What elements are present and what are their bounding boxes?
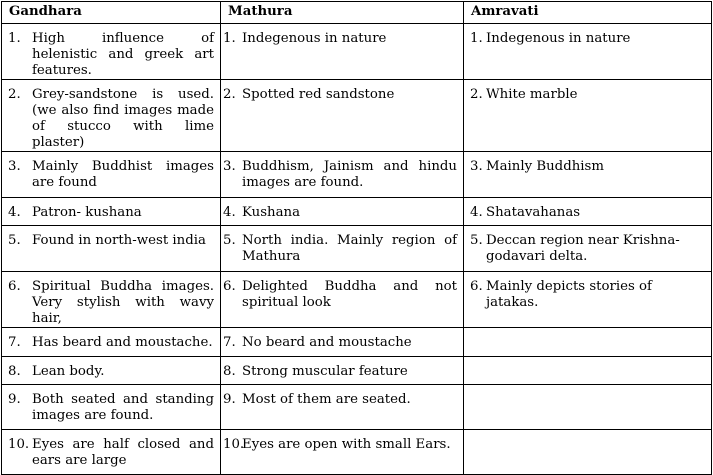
item-number: 1. xyxy=(470,31,483,46)
item-number: 3. xyxy=(470,159,483,174)
cell-text: White marble xyxy=(486,87,578,102)
table-row xyxy=(2,152,712,198)
art-schools-comparison-table xyxy=(1,1,712,475)
gandhara-cell xyxy=(2,430,221,475)
gandhara-cell xyxy=(2,152,221,198)
gandhara-cell xyxy=(2,328,221,357)
gandhara-cell xyxy=(2,226,221,272)
item-number: 5. xyxy=(470,233,483,248)
item-number: 1. xyxy=(8,31,21,46)
item-number: 6. xyxy=(470,279,483,294)
cell-text: High influence of helenistic and greek art features. xyxy=(32,31,214,78)
item-number: 2. xyxy=(223,87,236,102)
table-row xyxy=(2,80,712,152)
amravati-cell xyxy=(464,272,712,328)
item-number: 7. xyxy=(223,335,236,350)
item-number: 5. xyxy=(223,233,236,248)
amravati-cell xyxy=(464,24,712,80)
gandhara-cell xyxy=(2,272,221,328)
cell-text: Indegenous in nature xyxy=(486,31,631,46)
gandhara-cell xyxy=(2,357,221,385)
item-number: 3. xyxy=(223,159,236,174)
cell-text: Mainly Buddhist images are found xyxy=(32,159,214,190)
cell-text: Both seated and standing images are found. xyxy=(32,392,214,423)
item-number: 8. xyxy=(8,364,21,379)
cell-text: Strong muscular feature xyxy=(242,364,408,379)
gandhara-cell xyxy=(2,385,221,430)
cell-text: Found in north-west india xyxy=(32,233,206,248)
item-number: 2. xyxy=(470,87,483,102)
mathura-cell xyxy=(221,328,464,357)
item-number: 5. xyxy=(8,233,21,248)
item-number: 7. xyxy=(8,335,21,350)
amravati-cell xyxy=(464,152,712,198)
table-row xyxy=(2,24,712,80)
cell-text: Spiritual Buddha images. Very stylish with wavy hair, xyxy=(32,279,214,326)
mathura-cell xyxy=(221,226,464,272)
item-number: 10. xyxy=(223,437,245,452)
amravati-cell xyxy=(464,198,712,226)
item-number: 8. xyxy=(223,364,236,379)
cell-text: Most of them are seated. xyxy=(242,392,411,407)
item-number: 9. xyxy=(223,392,236,407)
cell-text: Eyes are open with small Ears. xyxy=(242,437,451,452)
amravati-cell xyxy=(464,226,712,272)
mathura-cell xyxy=(221,24,464,80)
gandhara-cell xyxy=(2,80,221,152)
item-number: 1. xyxy=(223,31,236,46)
cell-text: North india. Mainly region of Mathura xyxy=(242,233,457,264)
cell-text: Mainly depicts stories of jatakas. xyxy=(486,279,652,310)
table-row xyxy=(2,198,712,226)
amravati-cell xyxy=(464,385,712,430)
cell-text: Lean body. xyxy=(32,364,105,379)
item-number: 4. xyxy=(470,205,483,220)
cell-text: Kushana xyxy=(242,205,301,220)
cell-text: Shatavahanas xyxy=(486,205,581,220)
mathura-cell xyxy=(221,272,464,328)
column-header-amravati: Amravati xyxy=(464,2,712,24)
table-body xyxy=(2,24,712,475)
gandhara-cell xyxy=(2,198,221,226)
item-number: 4. xyxy=(223,205,236,220)
table-row xyxy=(2,272,712,328)
item-number: 6. xyxy=(8,279,21,294)
cell-text: Eyes are half closed and ears are large xyxy=(32,437,214,468)
cell-text: Spotted red sandstone xyxy=(242,87,395,102)
mathura-cell xyxy=(221,152,464,198)
table-row xyxy=(2,357,712,385)
cell-text: Deccan region near Krishna-godavari delta. xyxy=(486,233,680,264)
mathura-cell xyxy=(221,357,464,385)
mathura-cell xyxy=(221,430,464,475)
item-number: 2. xyxy=(8,87,21,102)
gandhara-cell xyxy=(2,24,221,80)
cell-text: Mainly Buddhism xyxy=(486,159,604,174)
amravati-cell xyxy=(464,357,712,385)
table-row xyxy=(2,226,712,272)
cell-text: No beard and moustache xyxy=(242,335,412,350)
item-number: 10. xyxy=(8,437,30,452)
mathura-cell xyxy=(221,80,464,152)
item-number: 6. xyxy=(223,279,236,294)
item-number: 9. xyxy=(8,392,21,407)
amravati-cell xyxy=(464,430,712,475)
table-row xyxy=(2,328,712,357)
cell-text: Indegenous in nature xyxy=(242,31,387,46)
table-row xyxy=(2,385,712,430)
amravati-cell xyxy=(464,80,712,152)
column-header-mathura: Mathura xyxy=(221,2,464,24)
item-number: 4. xyxy=(8,205,21,220)
amravati-cell xyxy=(464,328,712,357)
table-header xyxy=(2,2,712,24)
column-header-gandhara: Gandhara xyxy=(2,2,221,24)
header-row xyxy=(2,2,712,24)
cell-text: Has beard and moustache. xyxy=(32,335,213,350)
item-number: 3. xyxy=(8,159,21,174)
table-row xyxy=(2,430,712,475)
cell-text: Delighted Buddha and not spiritual look xyxy=(242,279,457,310)
mathura-cell xyxy=(221,198,464,226)
cell-text: Buddhism, Jainism and hindu images are found. xyxy=(242,159,457,190)
mathura-cell xyxy=(221,385,464,430)
cell-text: Grey-sandstone is used. (we also find images made of stucco with lime plaster) xyxy=(32,87,214,150)
cell-text: Patron- kushana xyxy=(32,205,142,220)
